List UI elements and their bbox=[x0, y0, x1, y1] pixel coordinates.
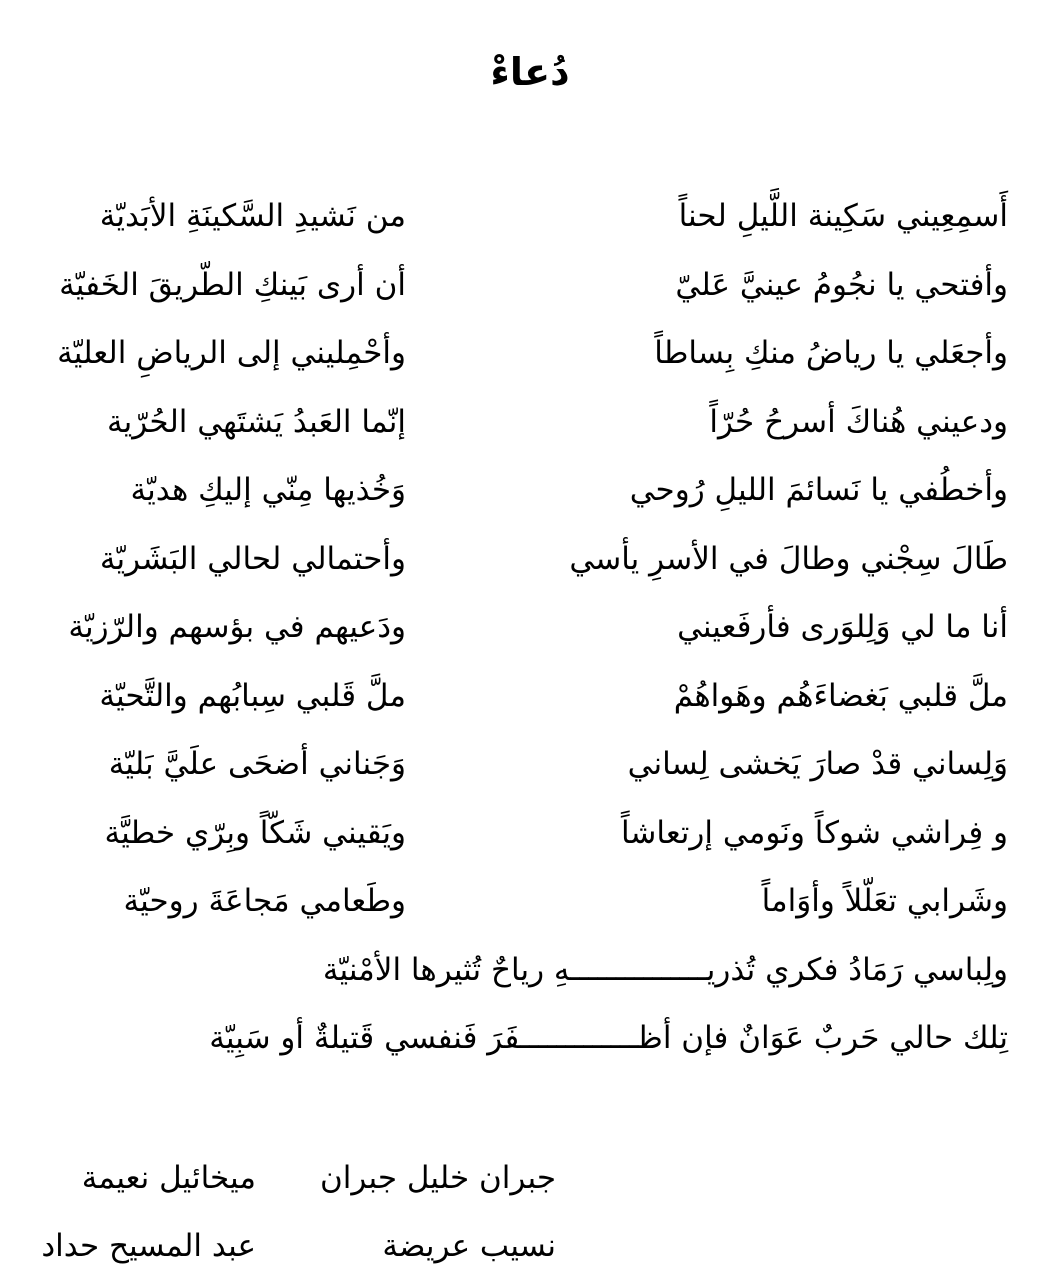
verse-second-hemistich: أن أرى بَينكِ الطّريقَ الخَفيّة bbox=[59, 266, 406, 303]
verse-first-hemistich: وَلِساني قدْ صارَ يَخشى لِساني bbox=[627, 746, 1008, 782]
verse bbox=[18, 325, 1008, 394]
verse-first-hemistich: ودعيني هُناكَ أسرحُ حُرّاً bbox=[709, 403, 1008, 440]
signature-name: جبران خليل جبران bbox=[320, 1160, 556, 1196]
verse-second-hemistich: ملَّ قَلبي سِبابُهم والتَّحيّة bbox=[99, 677, 406, 714]
verse-full-text: تِلك حالي حَربٌ عَوَانٌ فإن أظـــــــــــــفَرَ فَنفسي قَتيلةٌ أو سَبِيّة bbox=[209, 1020, 1008, 1056]
poem-body bbox=[18, 188, 1008, 1079]
verse-first-hemistich: وأفتحي يا نجُومُ عينيَّ عَليّ bbox=[675, 266, 1008, 303]
verse-second-hemistich: وأحتمالي لحالي البَشَريّة bbox=[99, 540, 406, 577]
verse bbox=[18, 462, 1008, 531]
verse bbox=[18, 599, 1008, 668]
verse-first-hemistich: وشَرابي تعَلّلاً وأوَاماً bbox=[761, 883, 1008, 919]
signature-name: ميخائيل نعيمة bbox=[81, 1160, 256, 1196]
verse bbox=[18, 668, 1008, 737]
verse-full-line bbox=[18, 942, 1008, 1011]
verse-second-hemistich: ودَعيهم في بؤسهم والرّزيّة bbox=[68, 609, 406, 645]
verse bbox=[18, 736, 1008, 805]
signatures-block bbox=[36, 1150, 556, 1280]
poem-title: دُعاءْ bbox=[490, 50, 570, 94]
verse-full-text: ولِباسي رَمَادُ فكري تُذريـــــــــــــــهِ رياحٌ تُثيرها الأمْنيّة bbox=[322, 951, 1008, 988]
signature-name: عبد المسيح حداد bbox=[41, 1228, 256, 1264]
verse-first-hemistich: وأجعَلي يا رياضُ منكِ بِساطاً bbox=[654, 335, 1008, 371]
signature-name: نسيب عريضة bbox=[382, 1228, 556, 1264]
verse-second-hemistich: ويَقيني شَكّاً وبِرّي خطيَّة bbox=[104, 814, 406, 851]
verse-second-hemistich: إنّما العَبدُ يَشتَهي الحُرّية bbox=[107, 403, 406, 440]
verse-first-hemistich: و فِراشي شوكاً ونَومي إرتعاشاً bbox=[620, 814, 1008, 851]
verse bbox=[18, 805, 1008, 874]
verse-full-line bbox=[18, 1010, 1008, 1079]
verse-first-hemistich: أَسمِعِيني سَكِينة اللَّيلِ لحناً bbox=[678, 198, 1008, 234]
verse-first-hemistich: أنا ما لي وَلِلوَرى فأرفَعيني bbox=[677, 609, 1008, 645]
verse bbox=[18, 394, 1008, 463]
verse-second-hemistich: من نَشيدِ السَّكينَةِ الأبَديّة bbox=[99, 198, 406, 234]
verse-second-hemistich: وطَعامي مَجاعَةَ روحيّة bbox=[123, 883, 406, 919]
verse-second-hemistich: وَجَناني أضحَى علَيَّ بَليّة bbox=[108, 746, 406, 782]
verse bbox=[18, 257, 1008, 326]
verse-first-hemistich: طَالَ سِجْني وطالَ في الأسرِ يأسي bbox=[569, 540, 1008, 577]
verse-second-hemistich: وَخُذيها مِنّي إليكِ هديّة bbox=[130, 472, 406, 508]
verse bbox=[18, 188, 1008, 257]
verse-first-hemistich: وأخطُفي يا نَسائمَ الليلِ رُوحي bbox=[629, 472, 1008, 508]
verse-first-hemistich: ملَّ قلبي بَغضاءَهُم وهَواهُمْ bbox=[673, 677, 1008, 714]
verse-second-hemistich: وأحْمِليني إلى الرياضِ العليّة bbox=[57, 335, 406, 371]
verse bbox=[18, 531, 1008, 600]
verse bbox=[18, 873, 1008, 942]
